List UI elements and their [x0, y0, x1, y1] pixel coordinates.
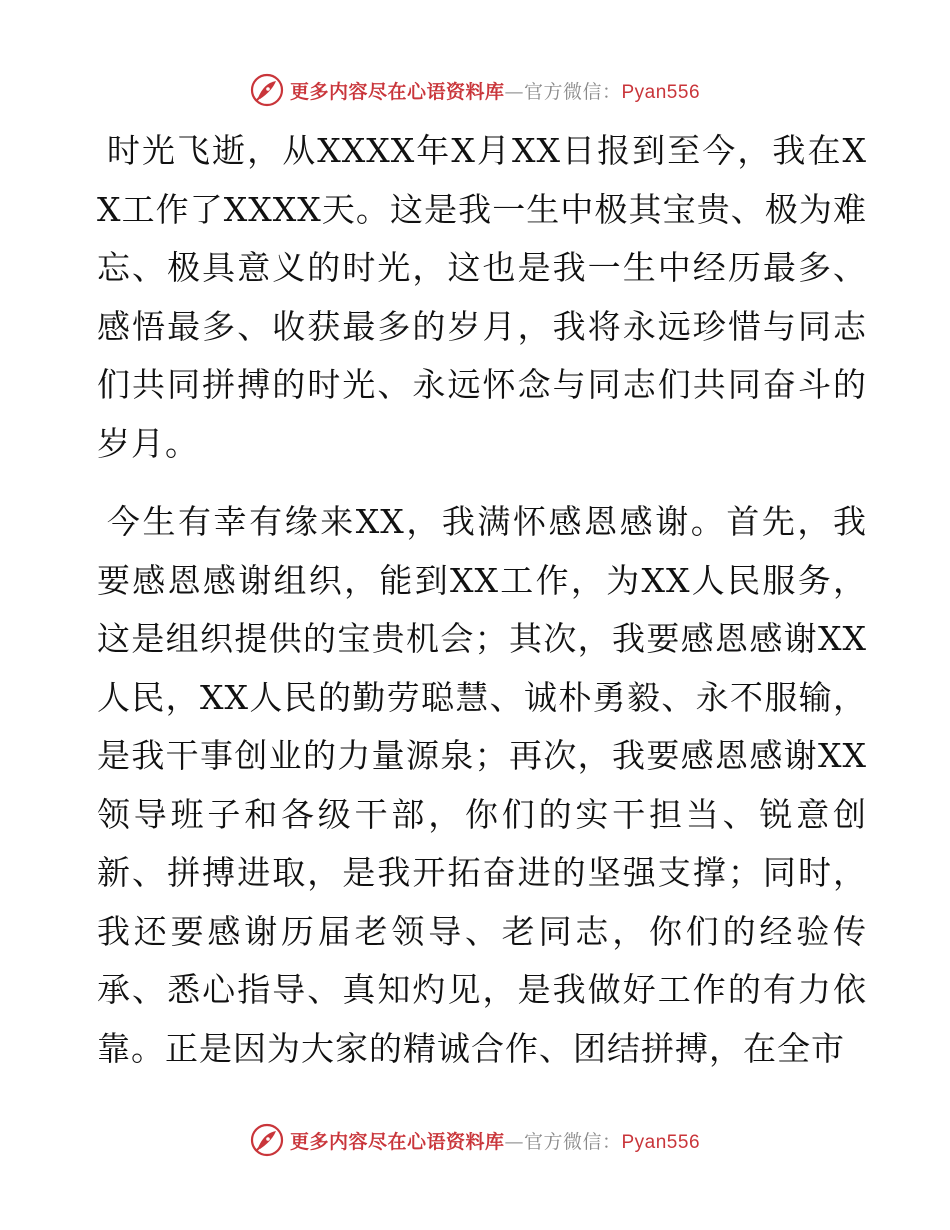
footer-watermark [0, 1120, 950, 1160]
watermark-brand: 更多内容尽在心语资料库 [289, 80, 505, 103]
watermark-text [290, 77, 700, 104]
watermark-text [290, 1127, 700, 1154]
watermark-wechat-id: Pyan556 [621, 81, 701, 103]
watermark-dash: — [504, 80, 524, 103]
header-watermark [0, 70, 950, 110]
paragraph-1: 时光飞逝，从XXXX年X月XX日报到至今，我在XX工作了XXXX天。这是我一生中极其宝贵、极为难忘、极具意义的时光，这也是我一生中经历最多、感悟最多、收获最多的岁月，我将永远珍惜与同志们共同拼搏的时光、永远怀念与同志们共同奋斗的岁月。 [97, 131, 867, 463]
pen-nib-logo-icon [250, 1123, 284, 1157]
pen-nib-logo-icon [250, 73, 284, 107]
watermark-dash: — [504, 1130, 524, 1153]
watermark-brand: 更多内容尽在心语资料库 [289, 1130, 505, 1153]
document-body [97, 122, 867, 1078]
watermark-wechat-label: 官方微信： [523, 80, 622, 103]
watermark-wechat-id: Pyan556 [621, 1131, 701, 1153]
paragraph-2: 今生有幸有缘来XX，我满怀感恩感谢。首先，我要感恩感谢组织，能到XX工作，为XX人民服务，这是组织提供的宝贵机会；其次，我要感恩感谢XX人民，XX人民的勤劳聪慧、诚朴勇毅、永不服输，是我干事创业的力量源泉；再次，我要感恩感谢XX领导班子和各级干部，你们的实干担当、锐意创新、拼搏进取，是我开拓奋进的坚强支撑；同时，我还要感谢历届老领导、老同志，你们的经验传承、悉心指导、真知灼见，是我做好工作的有力依靠。正是因为大家的精诚合作、团结拼搏，在全市 [97, 502, 867, 1068]
watermark-wechat-label: 官方微信： [523, 1130, 622, 1153]
